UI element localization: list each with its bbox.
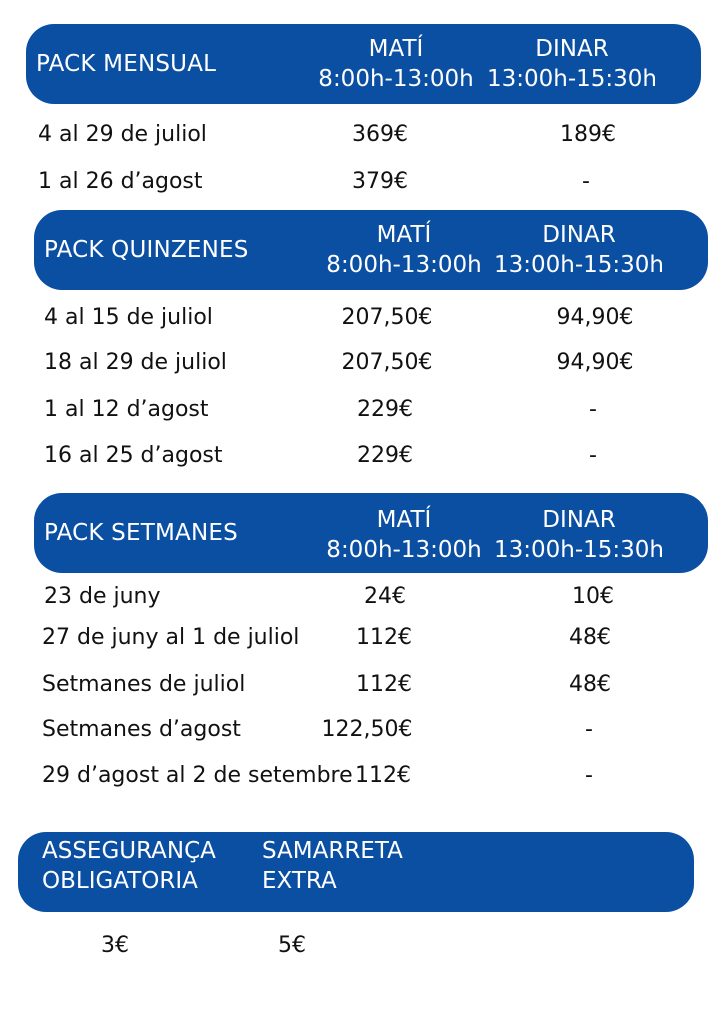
mati-hours: 8:00h-13:00h: [326, 252, 482, 278]
pack-setmanes-title: PACK SETMANES: [44, 520, 238, 546]
table-cell-mati: 229€: [357, 443, 413, 468]
table-cell-dinar: 10€: [572, 584, 614, 609]
table-row-period: Setmanes d’agost: [42, 717, 241, 742]
table-row-period: 4 al 29 de juliol: [38, 122, 207, 147]
shirt-label-line1: SAMARRETA: [262, 838, 403, 864]
mati-column-header: [326, 505, 481, 565]
mati-label: MATÍ: [376, 507, 432, 533]
table-cell-mati: 379€: [352, 169, 408, 194]
table-cell-dinar: 189€: [560, 122, 616, 147]
table-row-period: 16 al 25 d’agost: [44, 443, 223, 468]
table-cell-dinar: -: [589, 443, 597, 468]
table-cell-mati: 112€: [355, 763, 411, 788]
table-row-period: 4 al 15 de juliol: [44, 305, 213, 330]
insurance-price: 3€: [101, 933, 129, 958]
table-row-period: 1 al 26 d’agost: [38, 169, 203, 194]
dinar-column-header: [494, 220, 664, 280]
shirt-label-line2: EXTRA: [262, 868, 337, 894]
table-cell-dinar: -: [589, 397, 597, 422]
dinar-label: DINAR: [542, 507, 616, 533]
table-row-period: 1 al 12 d’agost: [44, 397, 209, 422]
table-cell-mati: 112€: [356, 672, 412, 697]
dinar-column-header: [487, 34, 657, 94]
insurance-label-line2: OBLIGATORIA: [42, 868, 198, 894]
pack-quinzenes-title: PACK QUINZENES: [44, 237, 249, 263]
mati-label: MATÍ: [376, 222, 432, 248]
pack-mensual-header: [26, 24, 701, 104]
table-row-period: 18 al 29 de juliol: [44, 350, 227, 375]
table-cell-mati: 122,50€: [321, 717, 413, 742]
mati-column-header: [318, 34, 473, 94]
table-row-period: 27 de juny al 1 de juliol: [42, 625, 300, 650]
table-cell-mati: 229€: [357, 397, 413, 422]
pack-setmanes-header: [34, 493, 708, 573]
table-cell-mati: 24€: [364, 584, 406, 609]
insurance-label: [42, 836, 216, 896]
pack-quinzenes-header: [34, 210, 708, 290]
shirt-label: [262, 836, 403, 896]
table-cell-mati: 207,50€: [341, 305, 433, 330]
table-cell-dinar: 94,90€: [556, 305, 634, 330]
extras-header: [18, 832, 694, 912]
table-row-period: Setmanes de juliol: [42, 672, 246, 697]
dinar-hours: 13:00h-15:30h: [493, 537, 665, 563]
table-row-period: 23 de juny: [44, 584, 161, 609]
table-cell-mati: 369€: [352, 122, 408, 147]
insurance-label-line1: ASSEGURANÇA: [42, 838, 216, 864]
mati-hours: 8:00h-13:00h: [318, 66, 474, 92]
dinar-column-header: [494, 505, 664, 565]
shirt-price: 5€: [278, 933, 306, 958]
dinar-label: DINAR: [542, 222, 616, 248]
table-cell-dinar: 94,90€: [556, 350, 634, 375]
table-cell-dinar: -: [585, 717, 593, 742]
table-cell-mati: 207,50€: [341, 350, 433, 375]
dinar-hours: 13:00h-15:30h: [493, 252, 665, 278]
table-row-period: 29 d’agost al 2 de setembre: [42, 763, 353, 788]
table-cell-mati: 112€: [356, 625, 412, 650]
table-cell-dinar: -: [582, 169, 590, 194]
mati-label: MATÍ: [368, 36, 424, 62]
mati-column-header: [326, 220, 481, 280]
dinar-label: DINAR: [535, 36, 609, 62]
table-cell-dinar: -: [585, 763, 593, 788]
pack-mensual-title: PACK MENSUAL: [36, 51, 217, 77]
mati-hours: 8:00h-13:00h: [326, 537, 482, 563]
table-cell-dinar: 48€: [569, 672, 611, 697]
dinar-hours: 13:00h-15:30h: [486, 66, 658, 92]
table-cell-dinar: 48€: [569, 625, 611, 650]
